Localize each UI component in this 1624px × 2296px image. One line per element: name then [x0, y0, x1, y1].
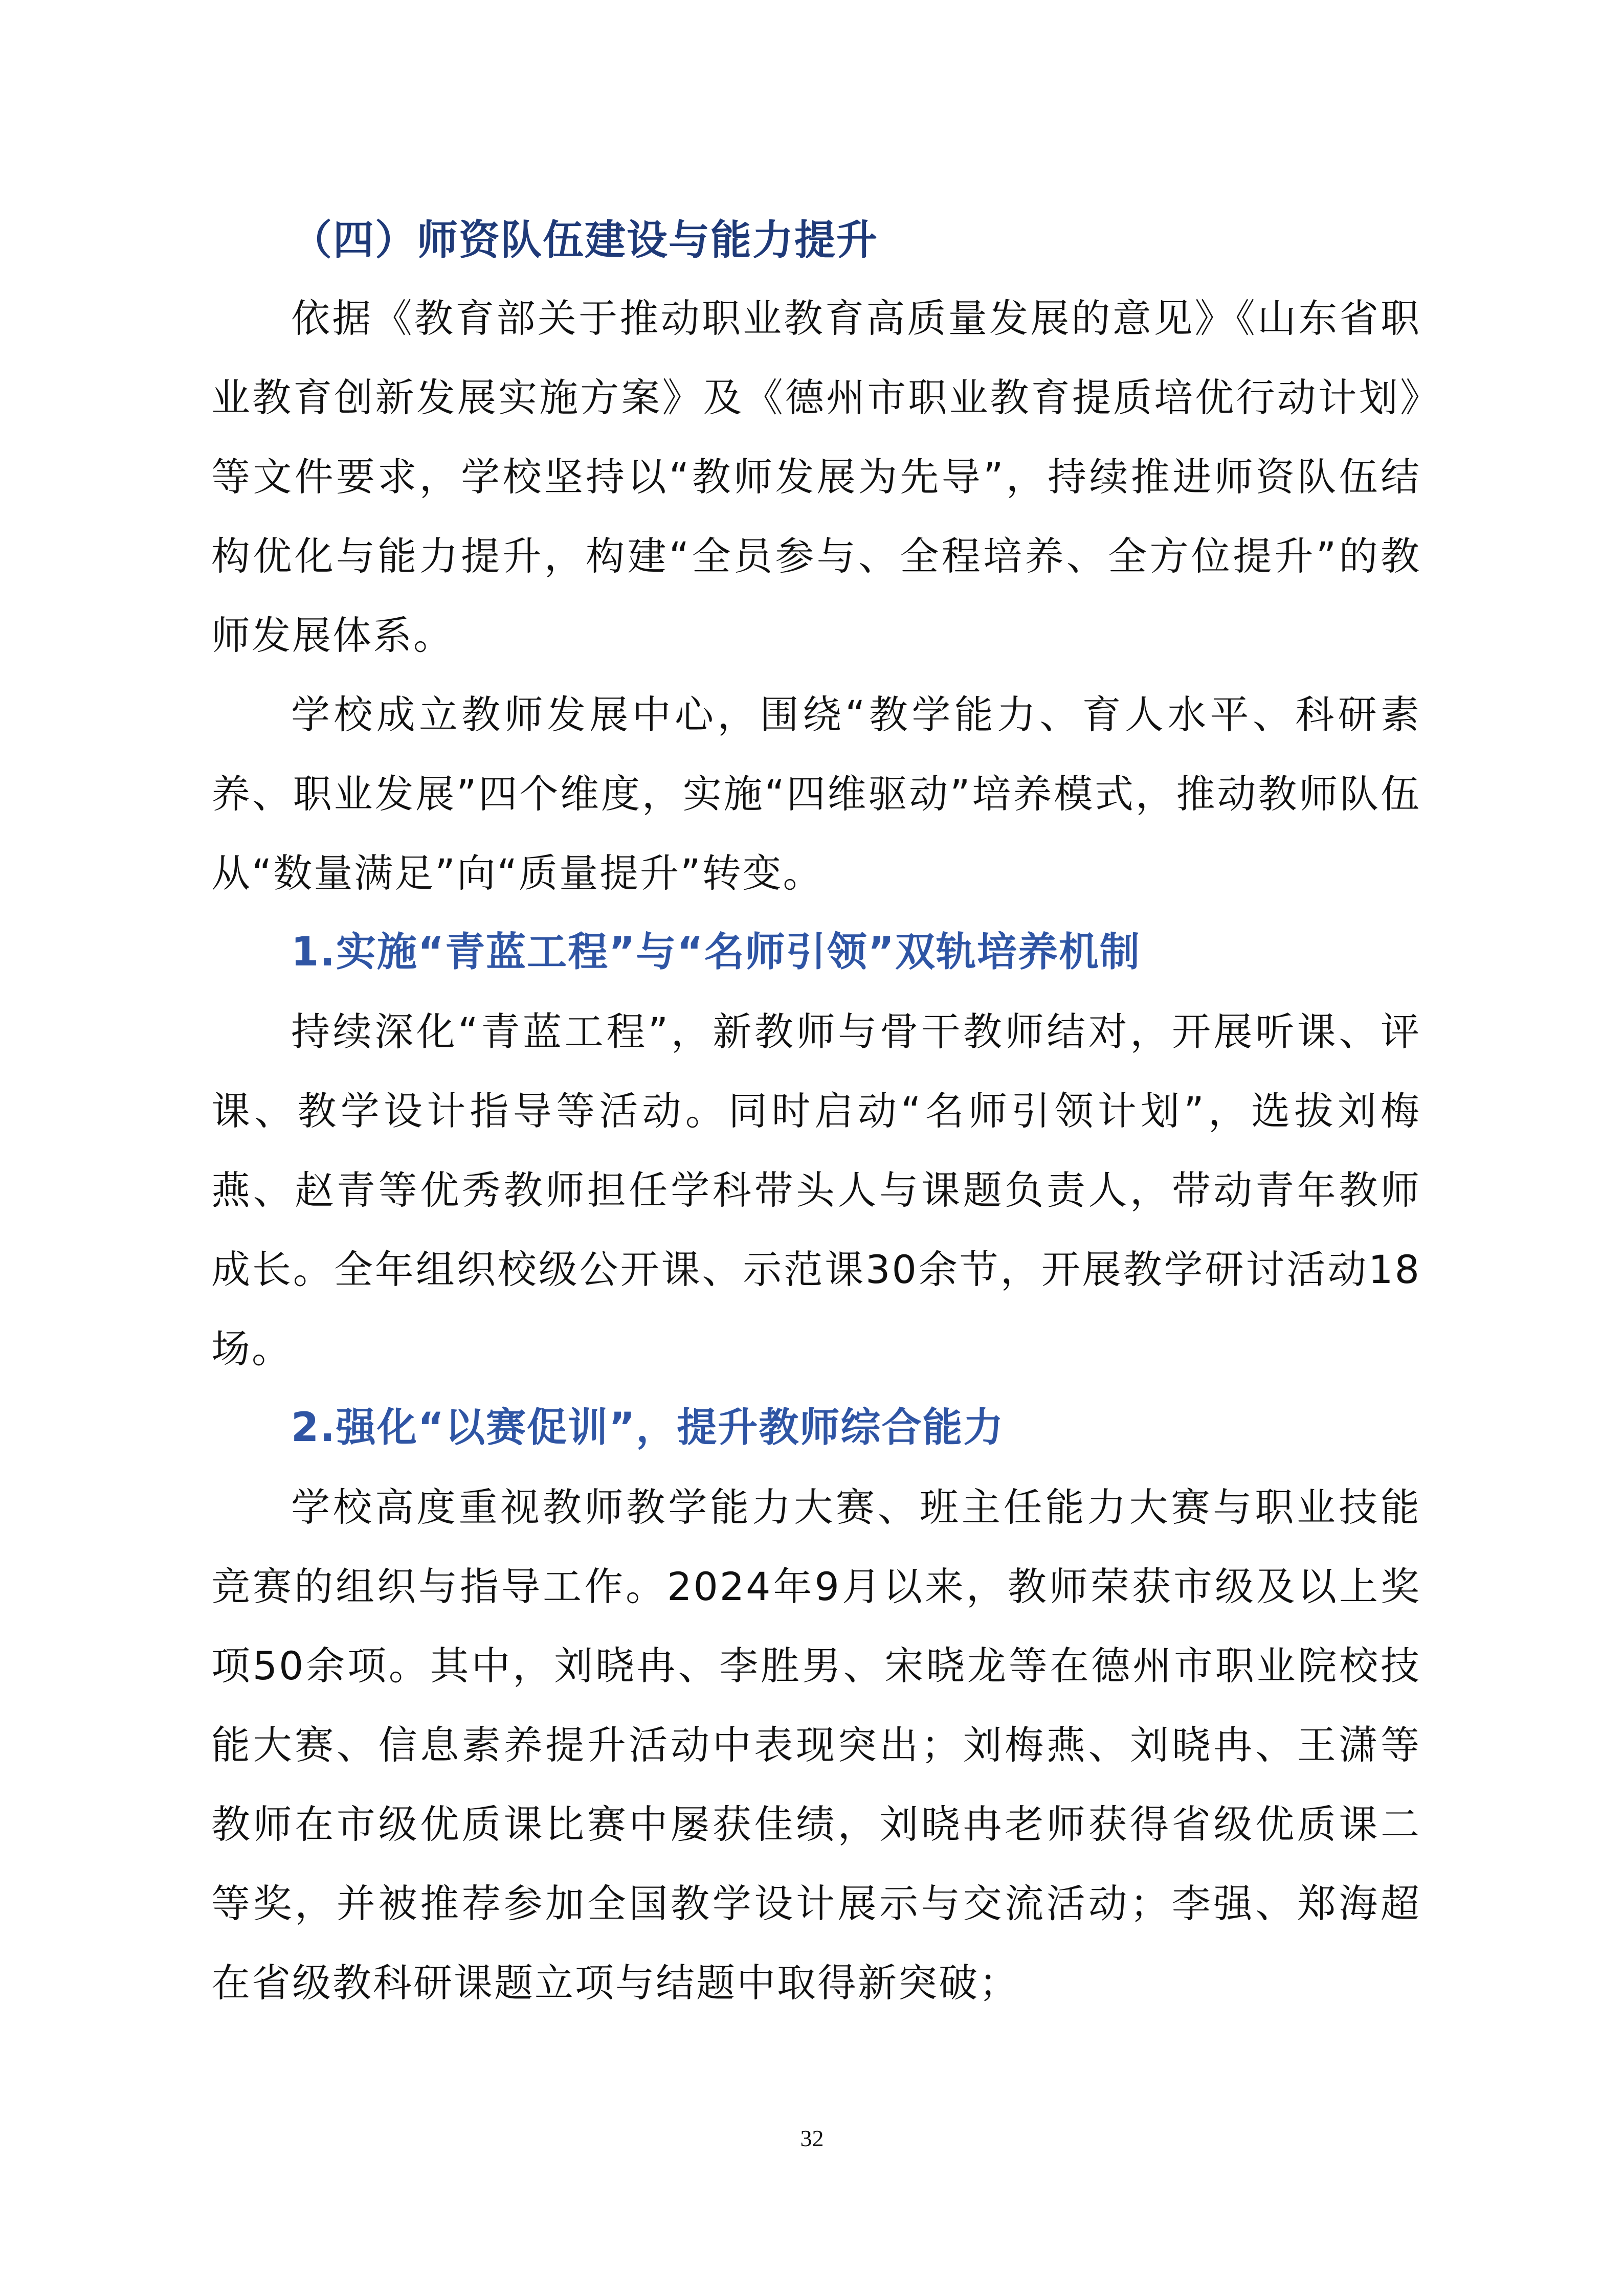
subsection-heading: 2.强化“以赛促训”，提升教师综合能力	[291, 1405, 1005, 1451]
page-number: 32	[800, 2125, 824, 2151]
body-paragraph: 学校成立教师发展中心，围绕“教学能力、育人水平、科研素养、职业发展”四个维度，实施“四维驱动”培养模式，推动教师队伍从“数量满足”向“质量提升”转变。	[211, 692, 1421, 896]
section-heading: （四）师资队伍建设与能力提升	[291, 216, 878, 264]
body-paragraph: 学校高度重视教师教学能力大赛、班主任能力大赛与职业技能竞赛的组织与指导工作。2024年9月以来，教师荣获市级及以上奖项50余项。其中，刘晓冉、李胜男、宋晓龙等在德州市职业院校技能大赛、信息素养提升活动中表现突出；刘梅燕、刘晓冉、王潇等教师在市级优质课比赛中屡获佳绩，刘晓冉老师获得省级优质课二等奖，并被推荐参加全国教学设计展示与交流活动；李强、郑海超在省级教科研课题立项与结题中取得新突破；	[211, 1484, 1421, 2006]
body-paragraph: 依据《教育部关于推动职业教育高质量发展的意见》《山东省职业教育创新发展实施方案》及《德州市职业教育提质培优行动计划》等文件要求，学校坚持以“教师发展为先导”，持续推进师资队伍结构优化与能力提升，构建“全员参与、全程培养、全方位提升”的教师发展体系。	[211, 296, 1421, 658]
document-page	[211, 202, 1421, 2022]
subsection-heading: 1.实施“青蓝工程”与“名师引领”双轨培养机制	[291, 929, 1141, 975]
body-paragraph: 持续深化“青蓝工程”，新教师与骨干教师结对，开展听课、评课、教学设计指导等活动。同时启动“名师引领计划”，选拔刘梅燕、赵青等优秀教师担任学科带头人与课题负责人，带动青年教师成长。全年组织校级公开课、示范课30余节，开展教学研讨活动18场。	[211, 1009, 1421, 1371]
